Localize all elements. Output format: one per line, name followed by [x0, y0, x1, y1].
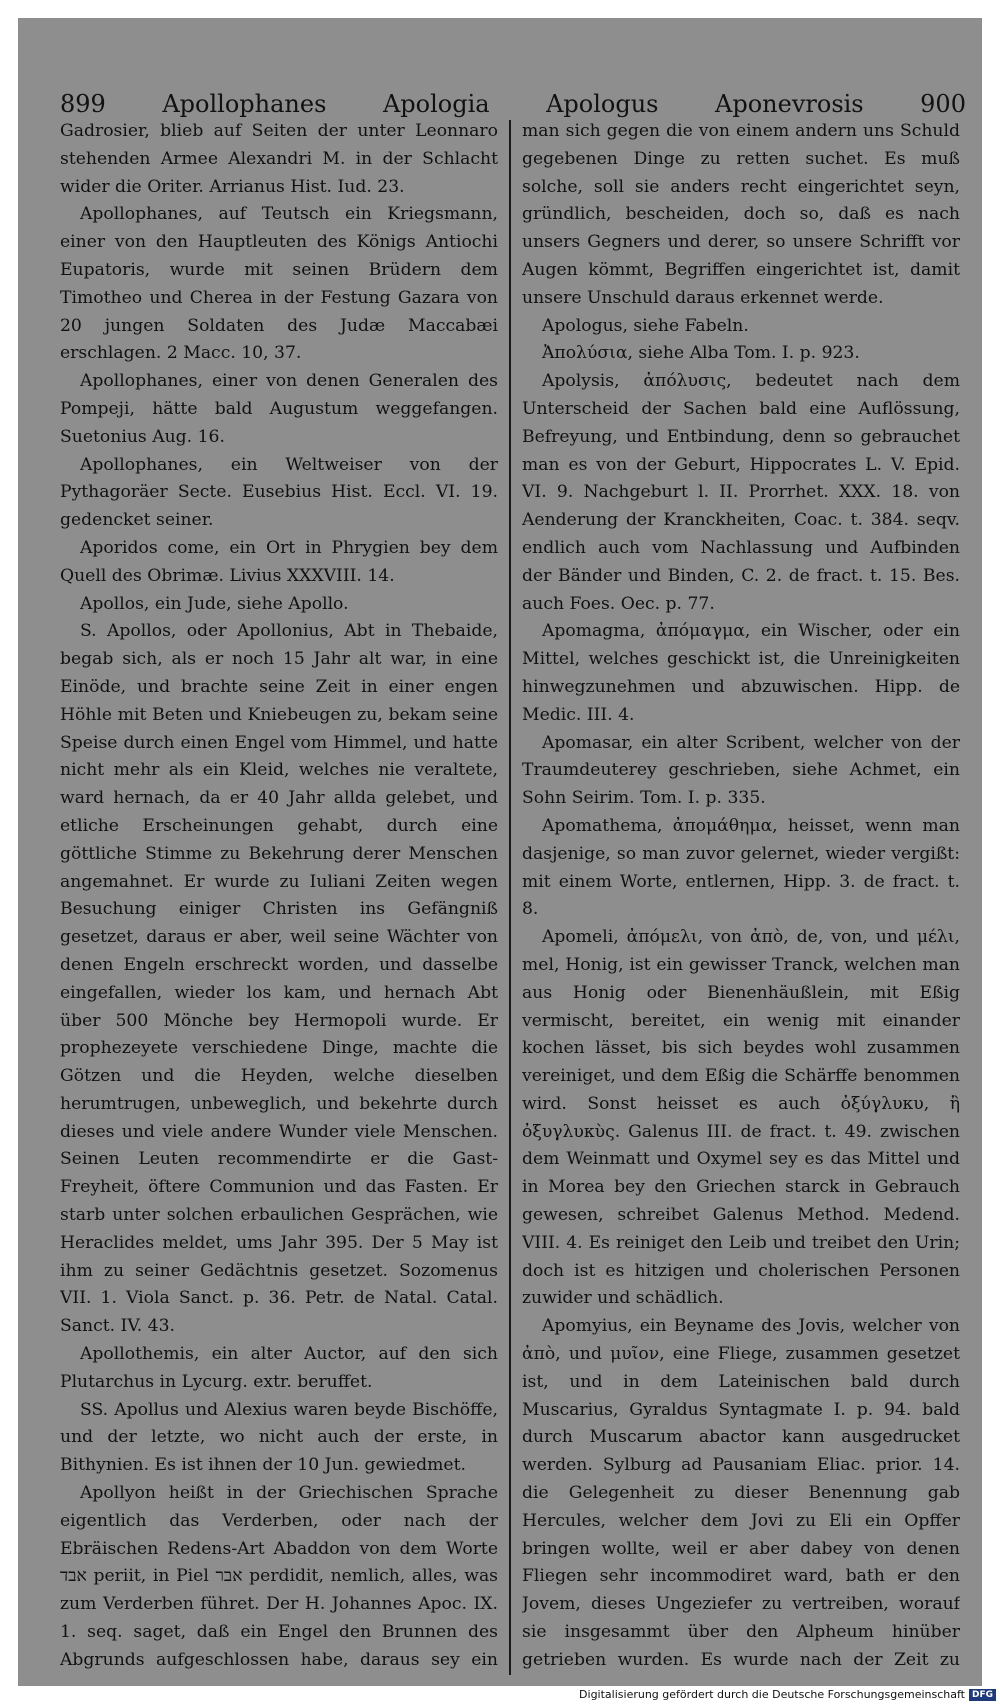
column-divider	[509, 120, 511, 1675]
header-word-4: Aponevrosis	[715, 90, 864, 118]
running-header	[60, 76, 966, 118]
entry-paragraph: Apomathema, ἀπομάθημα, heisset, wenn man dasjenige, so man zuvor gelernet, wieder vergißt: mit einem Worte, entlernen, Hipp. 3. de fract. t. 8.	[522, 815, 960, 920]
digitization-footer	[579, 1688, 996, 1701]
page-number-left: 899	[60, 90, 106, 118]
entry-paragraph: Apollyon heißt in der Griechischen Sprache eigentlich das Verderben, oder nach der Ebräischen Redens-Art Abaddon von dem Worte אבד periit, in Piel אבר perdidit, nemlich, alles, was zum Verderben führet. Der H. Johannes Apoc. IX. 1. seq. saget, daß ein Engel den Brunnen des Abgrunds aufgeschlossen habe, daraus sey ein	[60, 1483, 498, 1670]
entry-paragraph: Apollos, ein Jude, siehe Apollo.	[80, 593, 349, 614]
dfg-logo: DFG	[969, 1689, 996, 1701]
right-column-body	[522, 118, 960, 1678]
entry-paragraph: Ἀπολύσια, siehe Alba Tom. I. p. 923.	[542, 343, 860, 364]
entry-paragraph: man sich gegen die von einem andern uns Schuld gegebenen Dinge zu retten suchet. Es muß solche, soll sie anders recht eingerichtet seyn, gründlich, bescheiden, doch so, daß es nach unsers Gegners und derer, so unsere Schrifft vor Augen kömmt, Begriffen eingerichtet ist, damit unsere Unschuld daraus erkennet werde.	[522, 121, 960, 308]
page-number-right: 900	[920, 90, 966, 118]
left-column	[60, 118, 498, 1678]
header-word-1: Apollophanes	[162, 90, 327, 118]
entry-paragraph: S. Apollos, oder Apollonius, Abt in Thebaide, begab sich, als er noch 15 Jahr alt war, in eine Einöde, und brachte seine Zeit in einer engen Höhle mit Beten und Kniebeugen zu, bekam seine Speise durch einen Engel vom Himmel, und hatte nicht mehr als ein Kleid, welches nie veraltete, ward hernach, da er 40 Jahr allda gelebet, und etliche Erscheinungen gehabt, durch eine göttliche Stimme zu Bekehrung derer Menschen angemahnet. Er wurde zu Iuliani Zeiten wegen Besuchung einiger Christen ins Gefängniß gesetzet, daraus er aber, weil seine Wächter von denen Engeln erschreckt worden, und dasselbe eingefallen, wieder los kam, und hernach Abt über 500 Mönche bey Hermopoli wurde. Er prophezeyete verschiedene Dinge, machte die Götzen und die Heyden, welche dieselben herumtrugen, unbeweglich, und bekehrte durch dieses und viele andere Wunder viele Menschen. Seinen Leuten recommendirte er die Gast-Freyheit, öftere Communion und das Fasten. Er starb unter solchen erbaulichen Gesprächen, wie Heraclides meldet, ums Jahr 395. Der 5 May ist ihm zu seiner Gedächtnis gesetzet. Sozomenus VII. 1. Viola Sanct. p. 36. Petr. de Natal. Catal. Sanct. IV. 43.	[60, 621, 498, 1337]
entry-paragraph: Apomasar, ein alter Scribent, welcher von der Traumdeuterey geschrieben, siehe Achmet, ein Sohn Seirim. Tom. I. p. 335.	[522, 732, 960, 809]
header-word-2: Apologia	[382, 90, 490, 118]
entry-paragraph: Apomyius, ein Beyname des Jovis, welcher von ἀπὸ, und μυῖον, eine Fliege, zusammen gesetzet ist, und in dem Lateinischen bald durch Muscarius, Gyraldus Syntagmate I. p. 94. bald durch Muscarum abactor kann ausgedrucket werden. Sylburg ad Pausaniam Eliac. prior. 14. die Gelegenheit zu dieser Benennung gab Hercules, welcher dem Jovi zu Eli ein Opffer bringen wollte, weil er aber dabey von denen Fliegen sehr incommodiret ward, bath er den Jovem, dieses Ungeziefer zu vertreiben, worauf sie insgesammt über den Alpheum hinüber getrieben wurden. Es wurde nach der Zeit zu	[522, 1316, 960, 1670]
entry-paragraph: Apolysis, ἀπόλυσις, bedeutet nach dem Unterscheid der Sachen bald eine Auflössung, Befreyung, und Entbindung, denn so gebrauchet man es von der Geburt, Hippocrates L. V. Epid. VI. 9. Nachgeburt l. II. Prorrhet. XXX. 18. von Aenderung der Kranckheiten, Coac. t. 384. seqv. endlich auch vom Nachlassung und Aufbinden der Bänder und Binden, C. 2. de fract. t. 15. Bes. auch Foes. Oec. p. 77.	[522, 371, 960, 614]
entry-paragraph: Apomagma, ἀπόμαγμα, ein Wischer, oder ein Mittel, welches geschickt ist, die Unreinigkeiten hinwegzunehmen und abzuwischen. Hipp. de Medic. III. 4.	[522, 621, 960, 725]
entry-paragraph: Apollothemis, ein alter Auctor, auf den sich Plutarchus in Lycurg. extr. beruffet.	[60, 1344, 498, 1392]
entry-paragraph: Apollophanes, einer von denen Generalen des Pompeji, hätte bald Augustum weggefangen. Suetonius Aug. 16.	[60, 371, 498, 447]
entry-paragraph: SS. Apollus und Alexius waren beyde Bischöffe, und der letzte, wo nicht auch der erste, in Bithynien. Es ist ihnen der 10 Jun. gewiedmet.	[60, 1399, 498, 1476]
book-page	[18, 18, 982, 1686]
entry-paragraph: Apologus, siehe Fabeln.	[542, 315, 749, 336]
header-word-3: Apologus	[546, 90, 659, 118]
entry-paragraph: Apollophanes, ein Weltweiser von der Pythagoräer Secte. Eusebius Hist. Eccl. VI. 19. gedencket seiner.	[60, 454, 498, 531]
entry-paragraph: Aporidos come, ein Ort in Phrygien bey dem Quell des Obrimæ. Livius XXXVIII. 14.	[60, 537, 498, 586]
entry-paragraph: Apollophanes, auf Teutsch ein Kriegsmann, einer von den Hauptleuten des Königs Antiochi Eupatoris, wurde mit seinen Brüdern dem Timotheo und Cherea in der Festung Gazara von 20 jungen Soldaten des Judæ Maccabæi erschlagen. 2 Macc. 10, 37.	[60, 204, 498, 364]
footer-text: Digitalisierung gefördert durch die Deutsche Forschungsgemeinschaft	[579, 1688, 965, 1701]
right-column	[522, 118, 960, 1678]
text-columns	[60, 118, 960, 1678]
entry-paragraph: Apomeli, ἀπόμελι, von ἀπὸ, de, von, und μέλι, mel, Honig, ist ein gewisser Tranck, welchen man aus Honig oder Bienenhäußlein, mit Eßig vermischt, bereitet, ein wenig mit einander kochen lässet, bis sich beydes wohl zusammen vereiniget, und dem Eßig die Schärffe benommen wird. Sonst heisset es auch ὀξύγλυκυ, ἢ ὀξυγλυκὺς. Galenus III. de fract. t. 49. zwischen dem Weinmatt und Oxymel sey es das Mittel und in Morea bey den Griechen starck in Gebrauch gewesen, schreibet Galenus Method. Medend. VIII. 4. Es reiniget den Leib und treibet den Urin; doch ist es hitzigen und cholerischen Personen zuwider und schädlich.	[522, 927, 960, 1309]
entry-paragraph: Gadrosier, blieb auf Seiten der unter Leonnaro stehenden Armee Alexandri M. in der Schlacht wider die Oriter. Arrianus Hist. Iud. 23.	[60, 121, 498, 197]
